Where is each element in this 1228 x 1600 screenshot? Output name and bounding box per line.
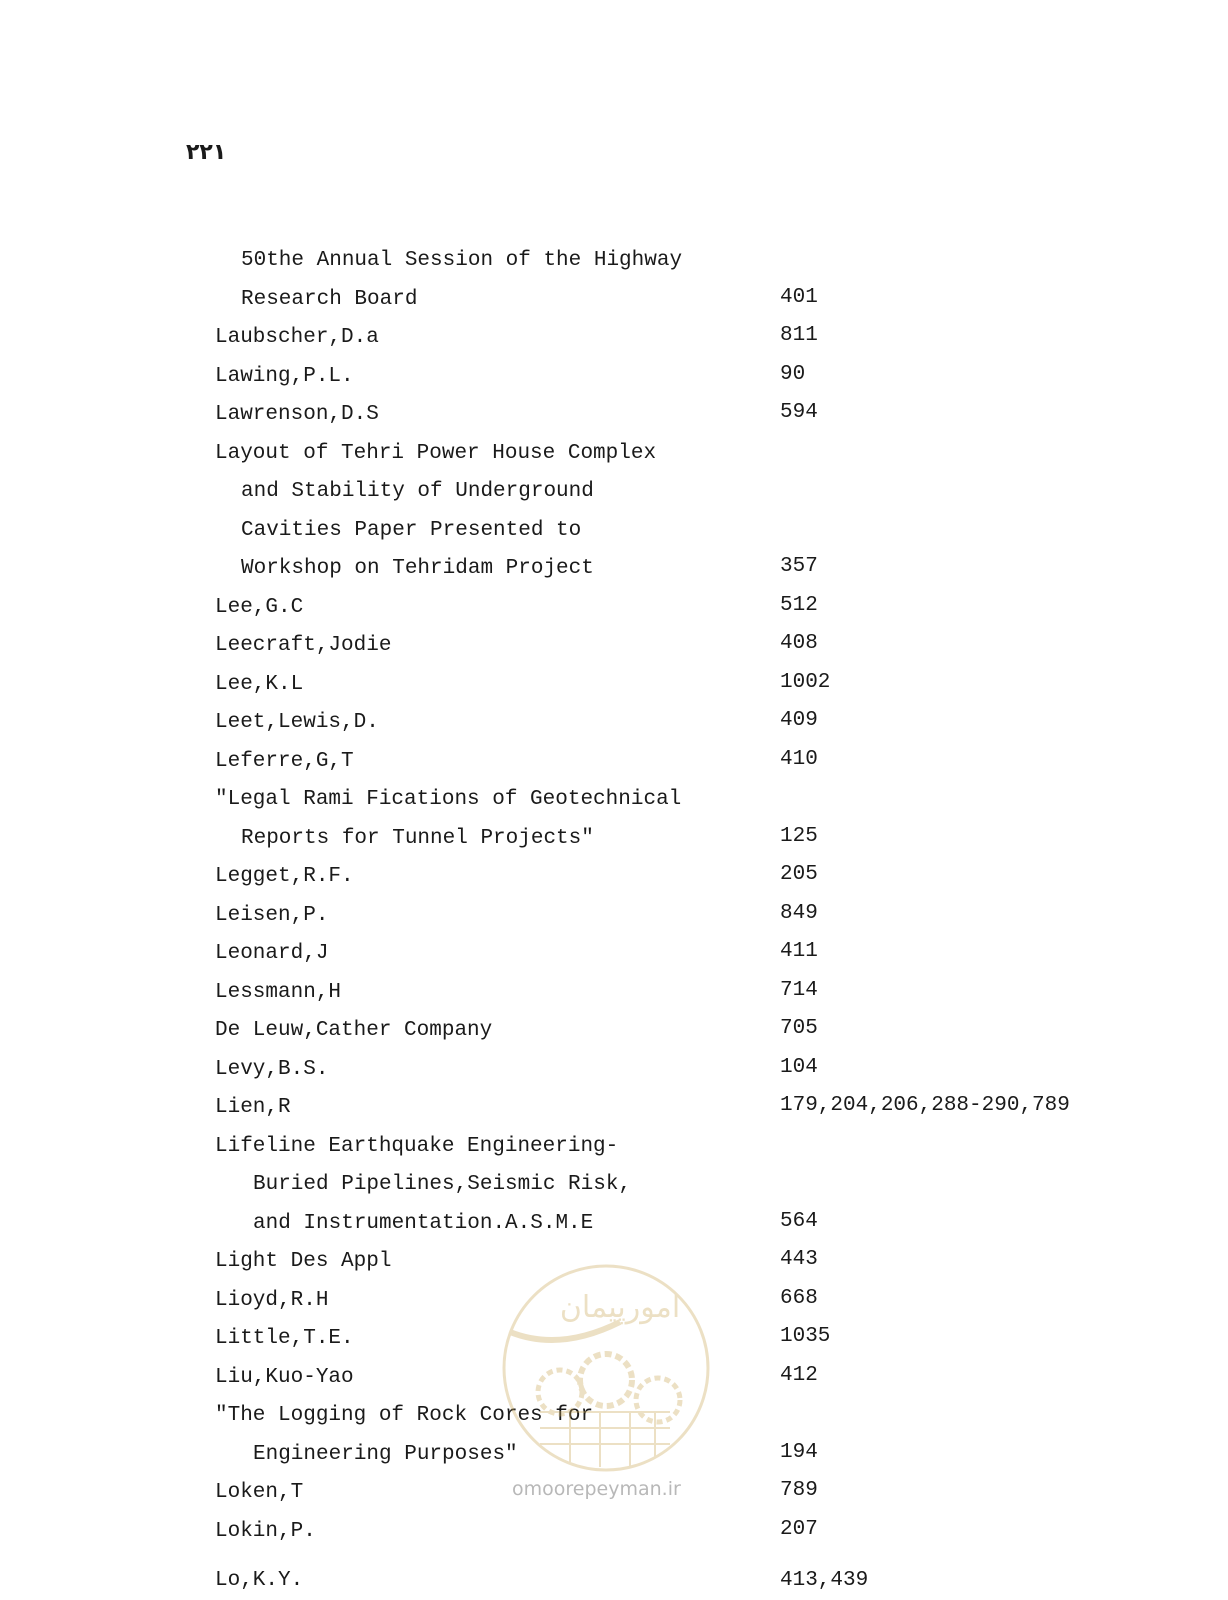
index-entry-text: Lokin,P. <box>215 1519 316 1543</box>
index-entry <box>0 1513 1228 1552</box>
index-entry-page: 443 <box>780 1248 818 1271</box>
index-entry <box>0 242 1228 281</box>
index-entry-page: 104 <box>780 1055 818 1079</box>
index-entry <box>0 743 1228 782</box>
index-entry <box>0 358 1228 397</box>
index-entry-page: 179,204,206,288-290,789 <box>780 1094 1070 1117</box>
index-entry <box>0 781 1228 820</box>
index-entry-page: 849 <box>780 901 818 925</box>
index-entry <box>0 1012 1228 1051</box>
index-entry <box>0 281 1228 320</box>
publisher-logo-watermark <box>500 1262 712 1474</box>
index-entry-text: Lioyd,R.H <box>215 1288 329 1312</box>
index-entry-page: 410 <box>780 747 818 771</box>
index-entry <box>0 1051 1228 1090</box>
index-entry <box>0 897 1228 936</box>
index-entry-page: 207 <box>780 1517 818 1541</box>
index-entry-page: 811 <box>780 324 818 347</box>
watermark-site-text: omoorepeyman.ir <box>512 1478 681 1500</box>
index-entry-text: and Instrumentation.A.S.M.E <box>253 1211 594 1235</box>
index-entry-page: 411 <box>780 940 818 963</box>
index-entry-text: "Legal Rami Fications of Geotechnical <box>215 788 682 811</box>
index-entry-page: 401 <box>780 285 818 309</box>
index-entry-text: Lee,K.L <box>215 672 304 696</box>
index-entry-page: 357 <box>780 555 818 578</box>
index-entry-text: Lessmann,H <box>215 980 342 1004</box>
logo-lettering: امورپیمان <box>559 1290 681 1325</box>
index-entry <box>0 1128 1228 1167</box>
index-entry-text: 50the Annual Session of the Highway <box>241 249 683 272</box>
index-entry <box>0 435 1228 474</box>
cut-line-text: Lo,K.Y. <box>215 1569 304 1592</box>
index-entry-page: 205 <box>780 863 818 886</box>
index-entry-text: Leecraft,Jodie <box>215 634 392 657</box>
cut-line-page: 413,439 <box>780 1569 869 1592</box>
index-entry <box>0 473 1228 512</box>
index-entry-text: Layout of Tehri Power House Complex <box>215 441 657 465</box>
index-entry-page: 125 <box>780 824 818 848</box>
index-entry-text: De Leuw,Cather Company <box>215 1019 493 1042</box>
index-entry-page: 408 <box>780 632 818 655</box>
index-entry-text: Research Board <box>241 287 418 311</box>
index-entry-page: 409 <box>780 709 818 732</box>
index-entry-page: 668 <box>780 1286 818 1310</box>
index-entry-page: 1035 <box>780 1325 831 1348</box>
index-entry <box>0 589 1228 628</box>
index-entry-text: Reports for Tunnel Projects" <box>241 826 594 850</box>
index-entry-text: and Stability of Underground <box>241 480 594 503</box>
index-entry-text: Leferre,G,T <box>215 749 354 773</box>
page-number: ۲۲۱ <box>186 140 227 165</box>
index-entry <box>0 1089 1228 1128</box>
index-entry-page: 594 <box>780 401 818 424</box>
index-entry <box>0 935 1228 974</box>
index-entry-text: "The Logging of Rock Cores for <box>215 1404 594 1427</box>
index-entry-text: Leisen,P. <box>215 903 329 927</box>
index-entry-text: Levy,B.S. <box>215 1057 329 1081</box>
index-entry <box>0 512 1228 551</box>
index-entry-text: Laubscher,D.a <box>215 326 379 349</box>
index-entry-text: Legget,R.F. <box>215 865 354 888</box>
index-entry <box>0 319 1228 358</box>
index-entry-page: 1002 <box>780 670 831 694</box>
index-entry-text: Lee,G.C <box>215 595 304 619</box>
index-entry-text: Light Des Appl <box>215 1250 392 1273</box>
index-entry <box>0 820 1228 859</box>
index-entry <box>0 974 1228 1013</box>
index-entry <box>0 1166 1228 1205</box>
index-entry-page: 194 <box>780 1440 818 1464</box>
index-entry-page: 512 <box>780 593 818 617</box>
index-entry-page: 412 <box>780 1363 818 1387</box>
index-entry-text: Liu,Kuo-Yao <box>215 1365 354 1389</box>
index-entry-text: Leet,Lewis,D. <box>215 711 379 734</box>
index-entry-text: Leonard,J <box>215 942 329 965</box>
index-entry-page: 564 <box>780 1209 818 1233</box>
index-entry-text: Lifeline Earthquake Engineering- <box>215 1134 619 1158</box>
index-entry <box>0 550 1228 589</box>
index-entry-text: Cavities Paper Presented to <box>241 518 582 542</box>
index-entry <box>0 858 1228 897</box>
index-entry <box>0 704 1228 743</box>
index-entry-page: 90 <box>780 362 806 386</box>
index-entry-text: Lawing,P.L. <box>215 364 354 388</box>
cut-off-index-line <box>0 1569 1228 1592</box>
index-entry <box>0 1205 1228 1244</box>
index-entry-page: 714 <box>780 978 818 1002</box>
index-entry-text: Lawrenson,D.S <box>215 403 379 426</box>
index-entry-text: Lien,R <box>215 1096 291 1119</box>
index-entry-text: Buried Pipelines,Seismic Risk, <box>253 1173 632 1196</box>
index-entry <box>0 396 1228 435</box>
index-entry-text: Loken,T <box>215 1481 304 1504</box>
index-entry-text: Workshop on Tehridam Project <box>241 557 594 580</box>
index-entry-page: 705 <box>780 1017 818 1040</box>
index-entry <box>0 627 1228 666</box>
index-entry-page: 789 <box>780 1479 818 1502</box>
index-entry <box>0 666 1228 705</box>
index-entry-text: Little,T.E. <box>215 1327 354 1350</box>
index-entry-text: Engineering Purposes" <box>253 1442 518 1466</box>
